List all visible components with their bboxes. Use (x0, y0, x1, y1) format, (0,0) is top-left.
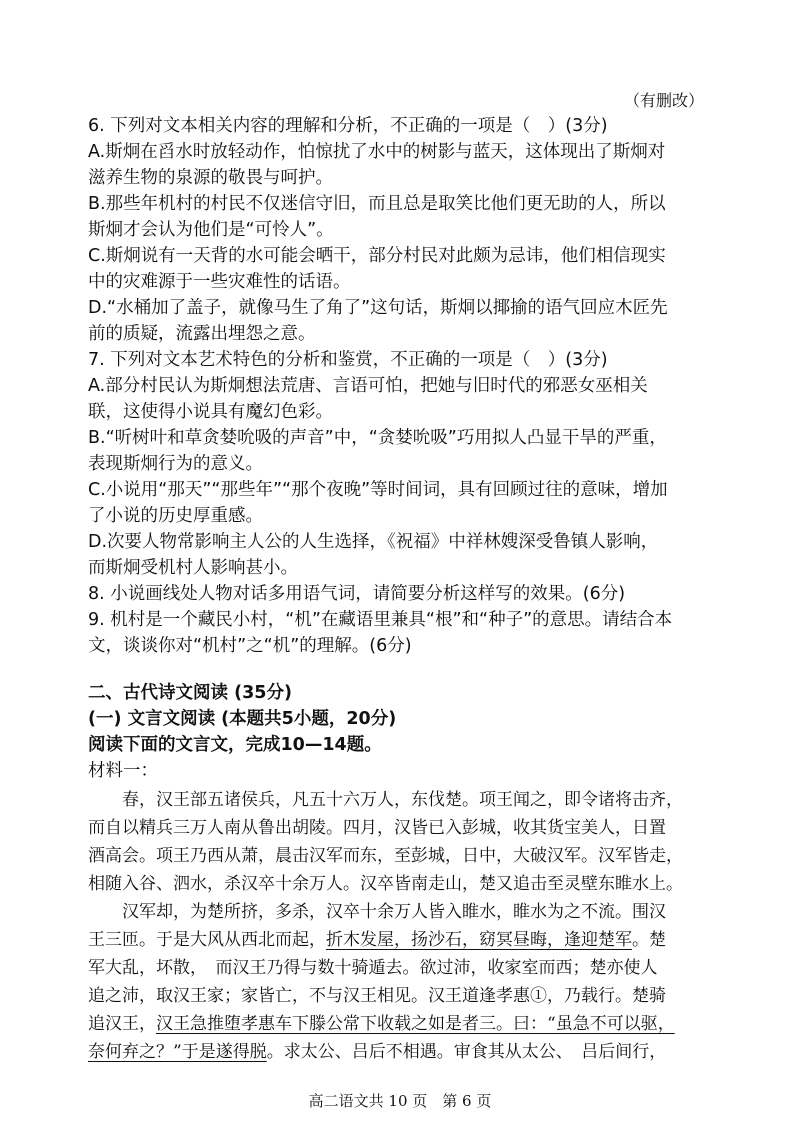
passage-line: 酒高会。项王乃西从萧，晨击汉军而东，至彭城，日中，大破汉军。汉军皆走， (88, 846, 683, 866)
source-note: （有删改） (623, 91, 704, 110)
question-8: 8. 小说画线处人物对话多用语气词，请简要分析这样写的效果。(6分) (88, 584, 626, 604)
question-6-option-c-cont: 中的灾难源于一些灾难性的话语。 (88, 272, 351, 292)
passage-line: 而自以精兵三万人南从鲁出胡陵。四月，汉皆已入彭城，收其货宝美人，日置 (88, 818, 666, 838)
passage-line: 汉军却，为楚所挤，多杀，汉卒十余万人皆入睢水，睢水为之不流。围汉 (88, 902, 666, 922)
question-9: 9. 机村是一个藏民小村，“机”在藏语里兼具“根”和“种子”的意思。请结合本 (88, 610, 673, 630)
passage-line: 春，汉王部五诸侯兵，凡五十六万人，东伐楚。项王闻之，即令诸将击齐， (88, 790, 683, 810)
question-6-stem: 6. 下列对文本相关内容的理解和分析，不正确的一项是（ ）(3分) (88, 116, 608, 136)
section-title: 二、古代诗文阅读 (35分) (88, 683, 292, 703)
page-footer: 高二语文共 10 页 第 6 页 (308, 1092, 492, 1110)
passage-text: 王三匝。于是大风从西北而起， (88, 930, 326, 950)
passage-text: 追汉王， (88, 1014, 156, 1034)
passage-line (88, 927, 666, 953)
passage-line (88, 1039, 666, 1065)
question-9-cont: 文，谈谈你对“机村”之“机”的理解。(6分) (88, 636, 412, 656)
passage-line (88, 1011, 675, 1037)
question-7-stem: 7. 下列对文本艺术特色的分析和鉴赏，不正确的一项是（ ）(3分) (88, 350, 608, 370)
question-7-option-d: D.次要人物常影响主人公的人生选择，《祝福》中祥林嫂深受鲁镇人影响， (88, 532, 659, 552)
reading-instruction: 阅读下面的文言文，完成10—14题。 (88, 735, 382, 755)
passage-line: 军大乱，坏散， 而汉王乃得与数十骑遁去。欲过沛，收家室而西；楚亦使人 (88, 958, 658, 978)
question-7-option-b-cont: 表现斯炯行为的意义。 (88, 454, 263, 474)
question-6-option-d: D.“水桶加了盖子，就像马生了角了”这句话，斯炯以揶揄的语气回应木匠先 (88, 298, 668, 318)
underlined-sentence: 汉王急推堕孝惠车下滕公常下收载之如是者三。曰：“虽急不可以驱， (156, 1014, 675, 1034)
question-6-option-c: C.斯炯说有一天背的水可能会晒干，部分村民对此颇为忌讳，他们相信现实 (88, 246, 666, 266)
question-7-option-d-cont: 而斯炯受机村人影响甚小。 (88, 558, 298, 578)
passage-text: 。楚 (632, 930, 666, 950)
question-6-option-a: A.斯炯在舀水时放轻动作，怕惊扰了水中的树影与蓝天，这体现出了斯炯对 (88, 142, 666, 162)
question-6-option-b-cont: 斯炯才会认为他们是“可怜人”。 (88, 220, 334, 240)
underlined-sentence: 奈何弃之？”于是遂得脱 (88, 1042, 267, 1062)
passage-line: 追之沛，取汉王家；家皆亡，不与汉王相见。汉王道逢孝惠①，乃载行。楚骑 (88, 986, 666, 1006)
question-7-option-b: B.“听树叶和草贪婪吮吸的声音”中，“贪婪吮吸”巧用拟人凸显干旱的严重， (88, 428, 667, 448)
question-6-option-d-cont: 前的质疑，流露出埋怨之意。 (88, 324, 316, 344)
material-label: 材料一： (88, 761, 158, 781)
passage-text: 。求太公、吕后不相遇。审食其从太公、 吕后间行， (266, 1042, 667, 1062)
question-6-option-a-cont: 滋养生物的泉源的敬畏与呵护。 (88, 168, 333, 188)
question-7-option-a-cont: 联，这使得小说具有魔幻色彩。 (88, 402, 333, 422)
underlined-sentence: 折木发屋，扬沙石，窈冥昼晦，逢迎楚军 (326, 930, 632, 950)
passage-line: 相随入谷、泗水，杀汉卒十余万人。汉卒皆南走山，楚又追击至灵壁东睢水上。 (88, 874, 683, 894)
question-7-option-c-cont: 了小说的历史厚重感。 (88, 506, 263, 526)
question-7-option-c: C.小说用“那天”“那些年”“那个夜晚”等时间词，具有回顾过往的意味，增加 (88, 480, 668, 500)
subsection-title: (一) 文言文阅读 (本题共5小题，20分) (88, 709, 397, 729)
question-6-option-b: B.那些年机村的村民不仅迷信守旧，而且总是取笑比他们更无助的人，所以 (88, 194, 666, 214)
question-7-option-a: A.部分村民认为斯炯想法荒唐、言语可怕，把她与旧时代的邪恶女巫相关 (88, 376, 648, 396)
